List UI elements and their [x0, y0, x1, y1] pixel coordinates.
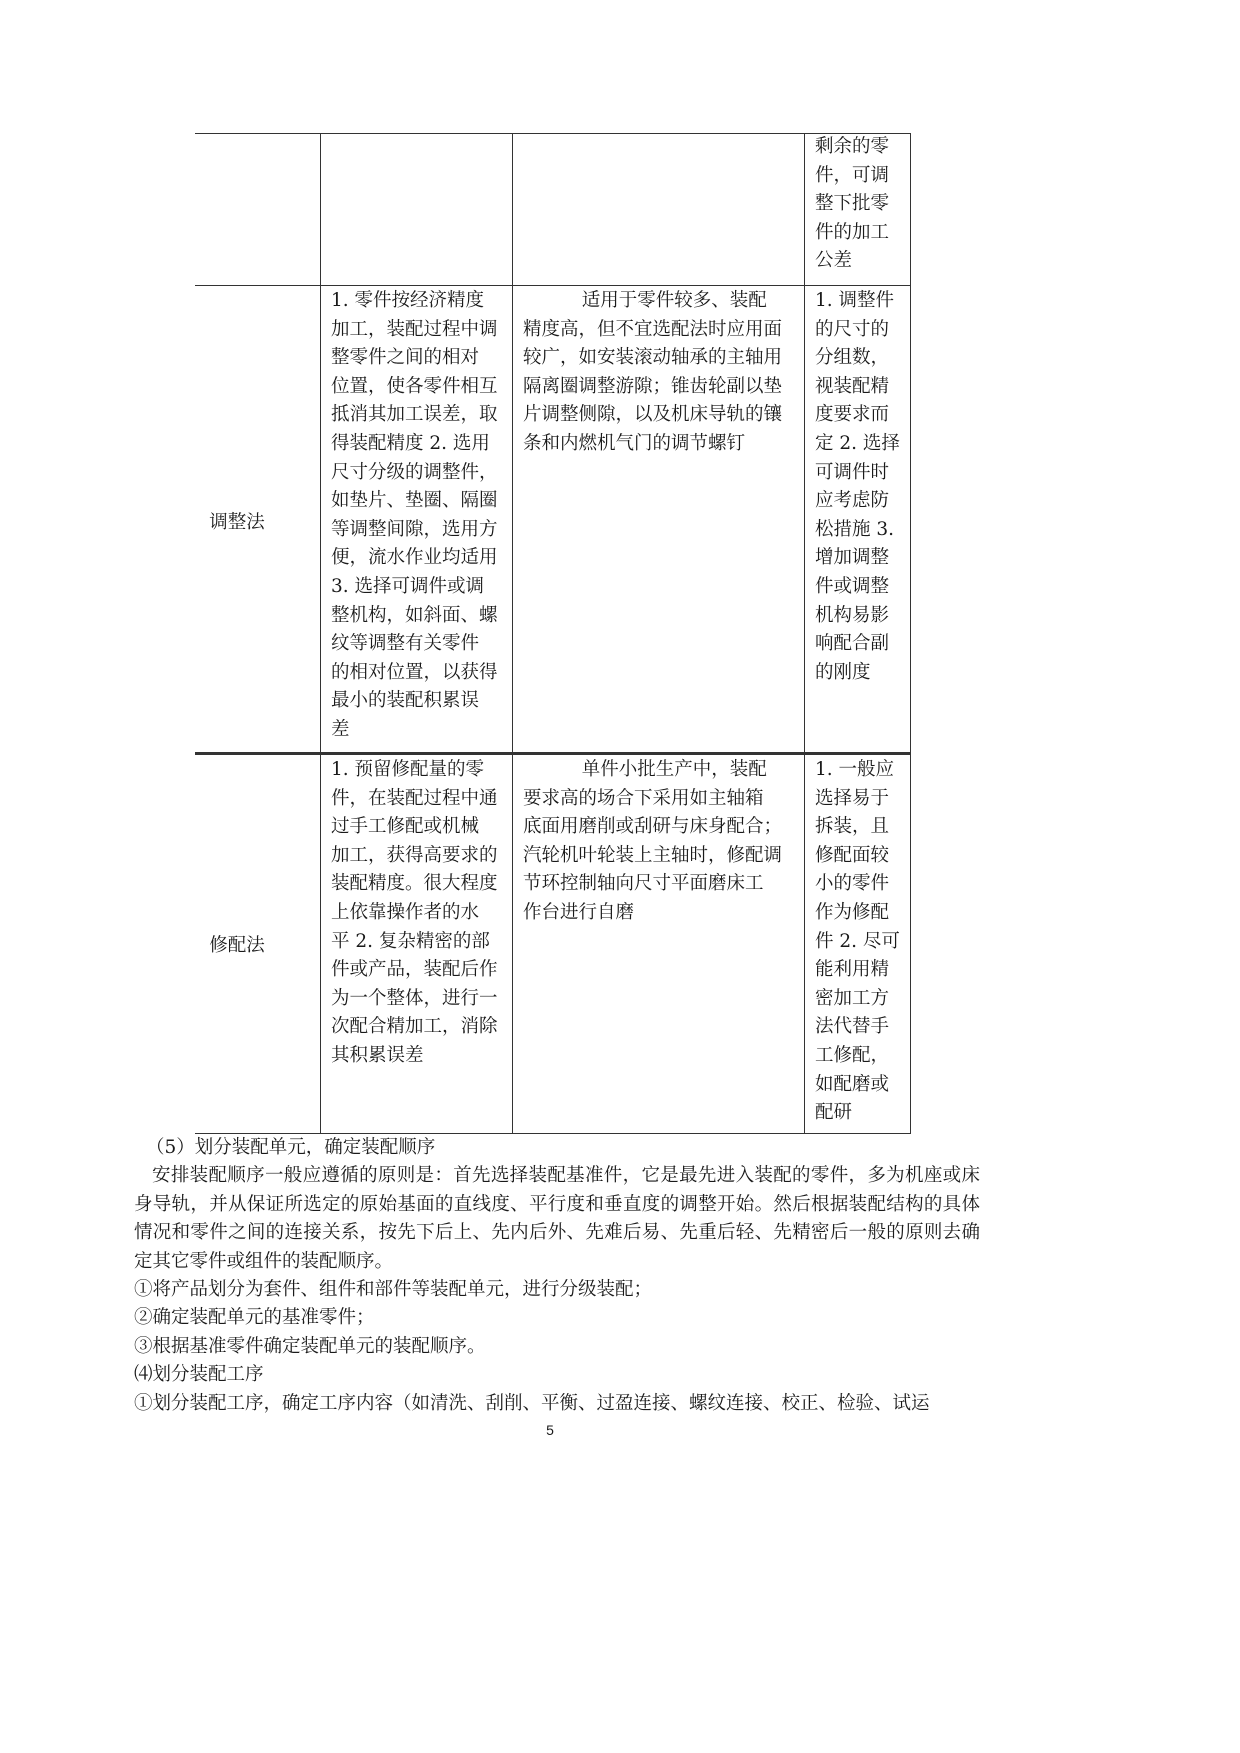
page-number: 5: [546, 1422, 554, 1438]
list-item: ③根据基准零件确定装配单元的装配顺序。: [134, 1335, 486, 1357]
table-cell-notes: 1. 一般应 选择易于 拆装，且 修配面较 小的零件 作为修配 件 2. 尽可 能利用精 密加工方 法代替手 工修配， 如配磨或 配研: [815, 759, 900, 1124]
document-body: [134, 1134, 980, 1418]
table-cell-notes: 剩余的零 件，可调 整下批零 件的加工 公差: [815, 136, 890, 272]
table-cell-method: 修配法: [209, 935, 265, 956]
table-cell-method: 调整法: [209, 512, 265, 533]
list-item: ①将产品划分为套件、组件和部件等装配单元，进行分级装配；: [134, 1279, 653, 1301]
section-heading: （5）划分装配单元，确定装配顺序: [146, 1137, 436, 1158]
list-item: ②确定装配单元的基准零件；: [134, 1307, 375, 1329]
table-cell-scope: 单件小批生产中，装配 要求高的场合下采用如主轴箱 底面用磨削或刮研与床身配合； 汽轮机叶轮装上主轴时，修配调 节环控制轴向尺寸平面磨床工 作台进行自磨: [523, 759, 783, 923]
table-cell-notes: 1. 调整件 的尺寸的 分组数， 视装配精 度要求而 定 2. 选择 可调件时 应考虑防 松措施 3. 增加调整 件或调整 机构易影 响配合副 的刚度: [815, 290, 900, 683]
table-right-border: [910, 133, 911, 1134]
principle-paragraph: 安排装配顺序一般应遵循的原则是：首先选择装配基准件，它是最先进入装配的零件，多为机座或床身导轨，并从保证所选定的原始基面的直线度、平行度和垂直度的调整开始。然后根据装配结构的具体情况和零件之间的连接关系，按先下后上、先内后外、先难后易、先重后轻、先精密后一般的原则去确定其它零件或组件的装配顺序。: [134, 1165, 980, 1272]
table-column-divider: [804, 133, 805, 1134]
table-cell-content: 1. 零件按经济精度 加工，装配过程中调 整零件之间的相对 位置，使各零件相互 抵消其加工误差，取 得装配精度 2. 选用 尺寸分级的调整件， 如垫片、垫圈、隔圈 等调整间隙，选用方 便，流水作业均适用 3. 选择可调件或调 整机构，如斜面、螺 纹等调整有关零件 的相对位置，以获得 最小的装配积累误 差: [331, 290, 498, 740]
table-column-divider: [512, 133, 513, 1134]
table-cell-scope: 适用于零件较多、装配 精度高，但不宜选配法时应用面 较广，如安装滚动轴承的主轴用 隔离圈调整游隙；锥齿轮副以垫 片调整侧隙，以及机床导轨的镶 条和内燃机气门的调节螺钉: [523, 290, 783, 454]
section-subheading: ⑷划分装配工序: [134, 1364, 264, 1386]
table-cell-content: 1. 预留修配量的零 件，在装配过程中通 过手工修配或机械 加工，获得高要求的 装配精度。很大程度 上依靠操作者的水 平 2. 复杂精密的部 件或产品，装配后作 为一个整体，进行一 次配合精加工，消除 其积累误差: [331, 759, 498, 1066]
table-column-divider: [320, 133, 321, 1134]
list-item: ①划分装配工序，确定工序内容（如清洗、刮削、平衡、过盈连接、螺纹连接、校正、检验、试运: [134, 1392, 930, 1414]
